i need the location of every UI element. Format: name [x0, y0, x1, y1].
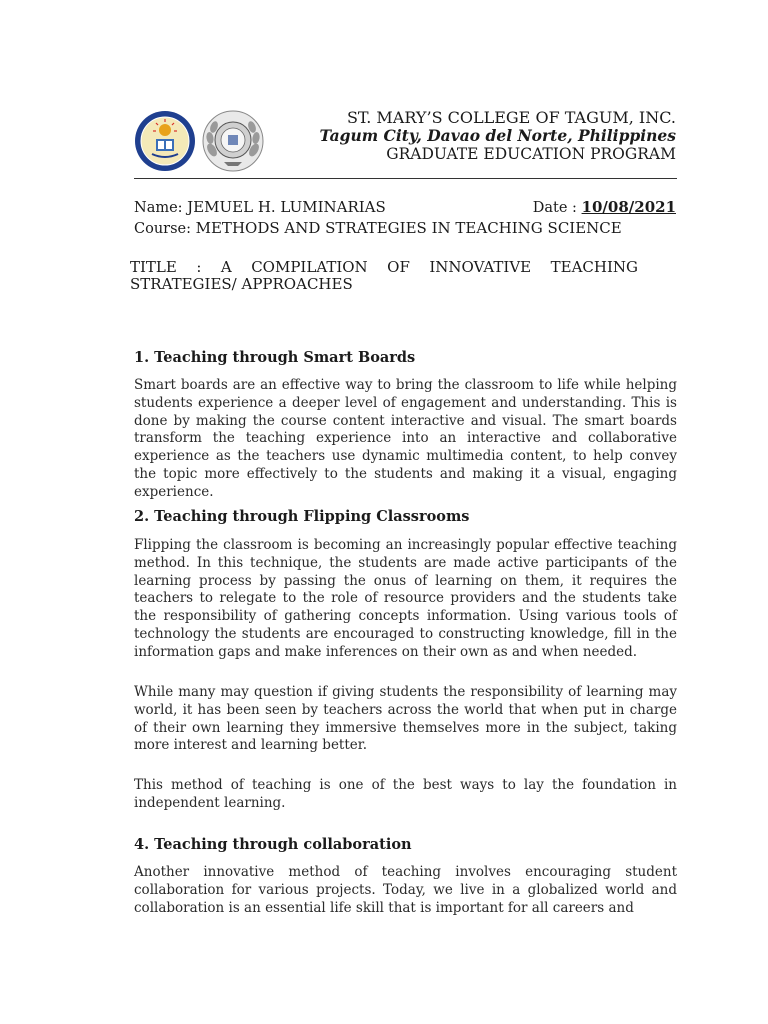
school-name: ST. MARY’S COLLEGE OF TAGUM, INC.: [346, 108, 676, 127]
date-label: Date :: [532, 200, 577, 216]
section-paragraph: While many may question if giving students the responsibility of learning may world, it has been seen by teachers across the world that when put in charge of their own learning they immersive themselves more in the subject, taking more interest and learning better.: [134, 684, 677, 754]
date-value: 10/08/2021: [581, 198, 676, 216]
section-paragraph: Flipping the classroom is becoming an increasingly popular effective teaching method. In this technique, the students are made active participants of the learning process by passing the onus of learning on them, it requires the teachers to relegate to the role of resource providers and the students take the responsibility of gathering concepts information. Using various tools of technology the students are encouraged to constructing knowledge, fill in the information gaps and make inferences on their own as and when needed.: [134, 537, 677, 660]
section-heading: 1. Teaching through Smart Boards: [134, 349, 416, 366]
date-line: [533, 198, 676, 216]
graduate-program-seal-logo: [202, 110, 264, 172]
course-line: [134, 219, 622, 237]
name-value: JEMUEL H. LUMINARIAS: [187, 198, 386, 216]
section-paragraph: This method of teaching is one of the best ways to lay the foundation in independent learning.: [134, 777, 677, 811]
section-heading: 4. Teaching through collaboration: [134, 836, 412, 853]
document-title: TITLE : A COMPILATION OF INNOVATIVE TEACHING STRATEGIES/ APPROACHES: [130, 258, 638, 293]
school-location: Tagum City, Davao del Norte, Philippines: [319, 126, 676, 145]
header-divider: [134, 178, 677, 179]
course-value: METHODS AND STRATEGIES IN TEACHING SCIENCE: [195, 219, 622, 237]
program-name: GRADUATE EDUCATION PROGRAM: [386, 145, 676, 163]
section-heading: 2. Teaching through Flipping Classrooms: [134, 508, 470, 525]
section-paragraph: Another innovative method of teaching involves encouraging student collaboration for various projects. Today, we live in a globalized world and collaboration is an essential life skill that is important for all careers and: [134, 864, 677, 916]
section-paragraph: Smart boards are an effective way to bring the classroom to life while helping students experience a deeper level of engagement and understanding. This is done by making the course content interactive and visual. The smart boards transform the teaching experience into an interactive and collaborative experience as the teachers use dynamic multimedia content, to help convey the topic more effectively to the students and making it a visual, engaging experience.: [134, 377, 677, 500]
name-line: [134, 198, 386, 216]
name-label: Name:: [134, 200, 183, 216]
course-label: Course:: [134, 221, 192, 237]
college-seal-logo: [134, 110, 196, 172]
